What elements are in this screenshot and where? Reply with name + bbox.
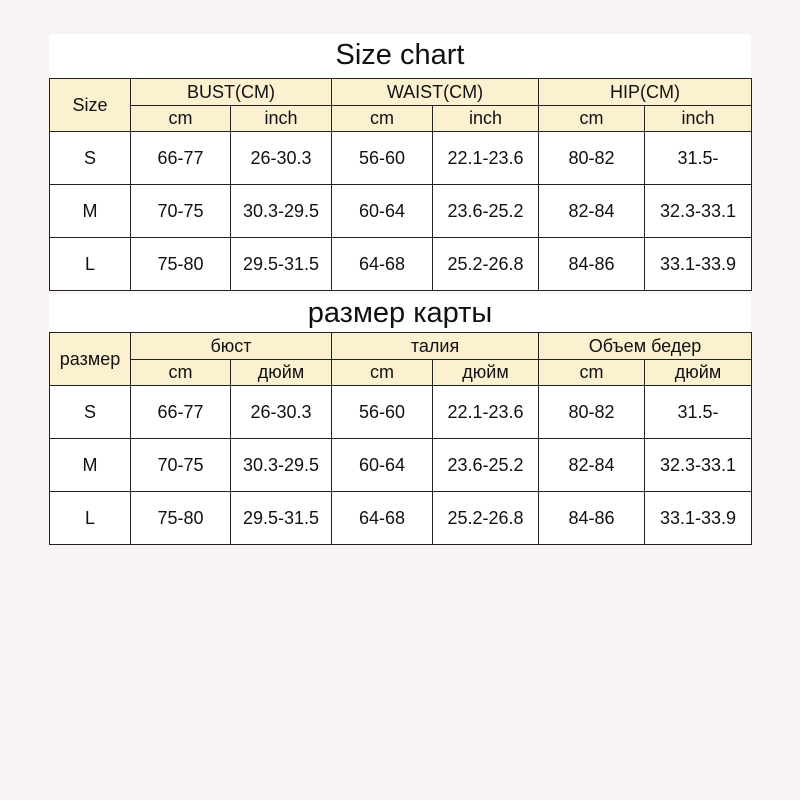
waist-group-header: талия: [332, 333, 539, 360]
unit-header: дюйм: [433, 360, 539, 386]
unit-header: cm: [131, 360, 231, 386]
value-cell: 84-86: [539, 492, 645, 545]
waist-group-header: WAIST(CM): [332, 79, 539, 106]
value-cell: 70-75: [131, 185, 231, 238]
value-cell: 80-82: [539, 132, 645, 185]
size-table: [49, 78, 752, 291]
value-cell: 30.3-29.5: [231, 439, 332, 492]
table-row: [50, 386, 752, 439]
hip-group-header: HIP(CM): [539, 79, 752, 106]
size-chart-russian: [49, 294, 751, 545]
unit-header: дюйм: [231, 360, 332, 386]
value-cell: 64-68: [332, 492, 433, 545]
chart-title: размер карты: [307, 297, 493, 329]
unit-header: дюйм: [645, 360, 752, 386]
value-cell: 64-68: [332, 238, 433, 291]
value-cell: 66-77: [131, 132, 231, 185]
unit-header: cm: [539, 360, 645, 386]
bust-group-header: BUST(CM): [131, 79, 332, 106]
value-cell: 25.2-26.8: [433, 492, 539, 545]
chart-title: Size chart: [335, 39, 465, 71]
table-row: [50, 238, 752, 291]
value-cell: 26-30.3: [231, 386, 332, 439]
size-column-header: размер: [50, 333, 131, 386]
hip-group-header: Объем бедер: [539, 333, 752, 360]
value-cell: 30.3-29.5: [231, 185, 332, 238]
value-cell: 56-60: [332, 132, 433, 185]
size-cell: L: [50, 238, 131, 291]
value-cell: 60-64: [332, 185, 433, 238]
unit-header: cm: [332, 106, 433, 132]
value-cell: 75-80: [131, 238, 231, 291]
value-cell: 22.1-23.6: [433, 132, 539, 185]
value-cell: 75-80: [131, 492, 231, 545]
value-cell: 25.2-26.8: [433, 238, 539, 291]
unit-header: inch: [645, 106, 752, 132]
table-row: [50, 492, 752, 545]
size-cell: L: [50, 492, 131, 545]
value-cell: 56-60: [332, 386, 433, 439]
value-cell: 33.1-33.9: [645, 492, 752, 545]
value-cell: 60-64: [332, 439, 433, 492]
unit-header: inch: [433, 106, 539, 132]
size-cell: M: [50, 439, 131, 492]
value-cell: 29.5-31.5: [231, 492, 332, 545]
unit-header: cm: [131, 106, 231, 132]
size-table: [49, 332, 752, 545]
value-cell: 82-84: [539, 439, 645, 492]
bust-group-header: бюст: [131, 333, 332, 360]
value-cell: 33.1-33.9: [645, 238, 752, 291]
unit-header: cm: [332, 360, 433, 386]
value-cell: 22.1-23.6: [433, 386, 539, 439]
value-cell: 31.5-: [645, 132, 752, 185]
value-cell: 66-77: [131, 386, 231, 439]
size-cell: M: [50, 185, 131, 238]
value-cell: 23.6-25.2: [433, 439, 539, 492]
unit-header: inch: [231, 106, 332, 132]
size-cell: S: [50, 386, 131, 439]
value-cell: 80-82: [539, 386, 645, 439]
size-column-header: Size: [50, 79, 131, 132]
table-row: [50, 132, 752, 185]
value-cell: 82-84: [539, 185, 645, 238]
value-cell: 84-86: [539, 238, 645, 291]
value-cell: 23.6-25.2: [433, 185, 539, 238]
value-cell: 26-30.3: [231, 132, 332, 185]
size-chart-english: [49, 34, 751, 291]
size-cell: S: [50, 132, 131, 185]
value-cell: 32.3-33.1: [645, 439, 752, 492]
table-row: [50, 185, 752, 238]
unit-header: cm: [539, 106, 645, 132]
value-cell: 32.3-33.1: [645, 185, 752, 238]
table-row: [50, 439, 752, 492]
value-cell: 31.5-: [645, 386, 752, 439]
value-cell: 29.5-31.5: [231, 238, 332, 291]
value-cell: 70-75: [131, 439, 231, 492]
